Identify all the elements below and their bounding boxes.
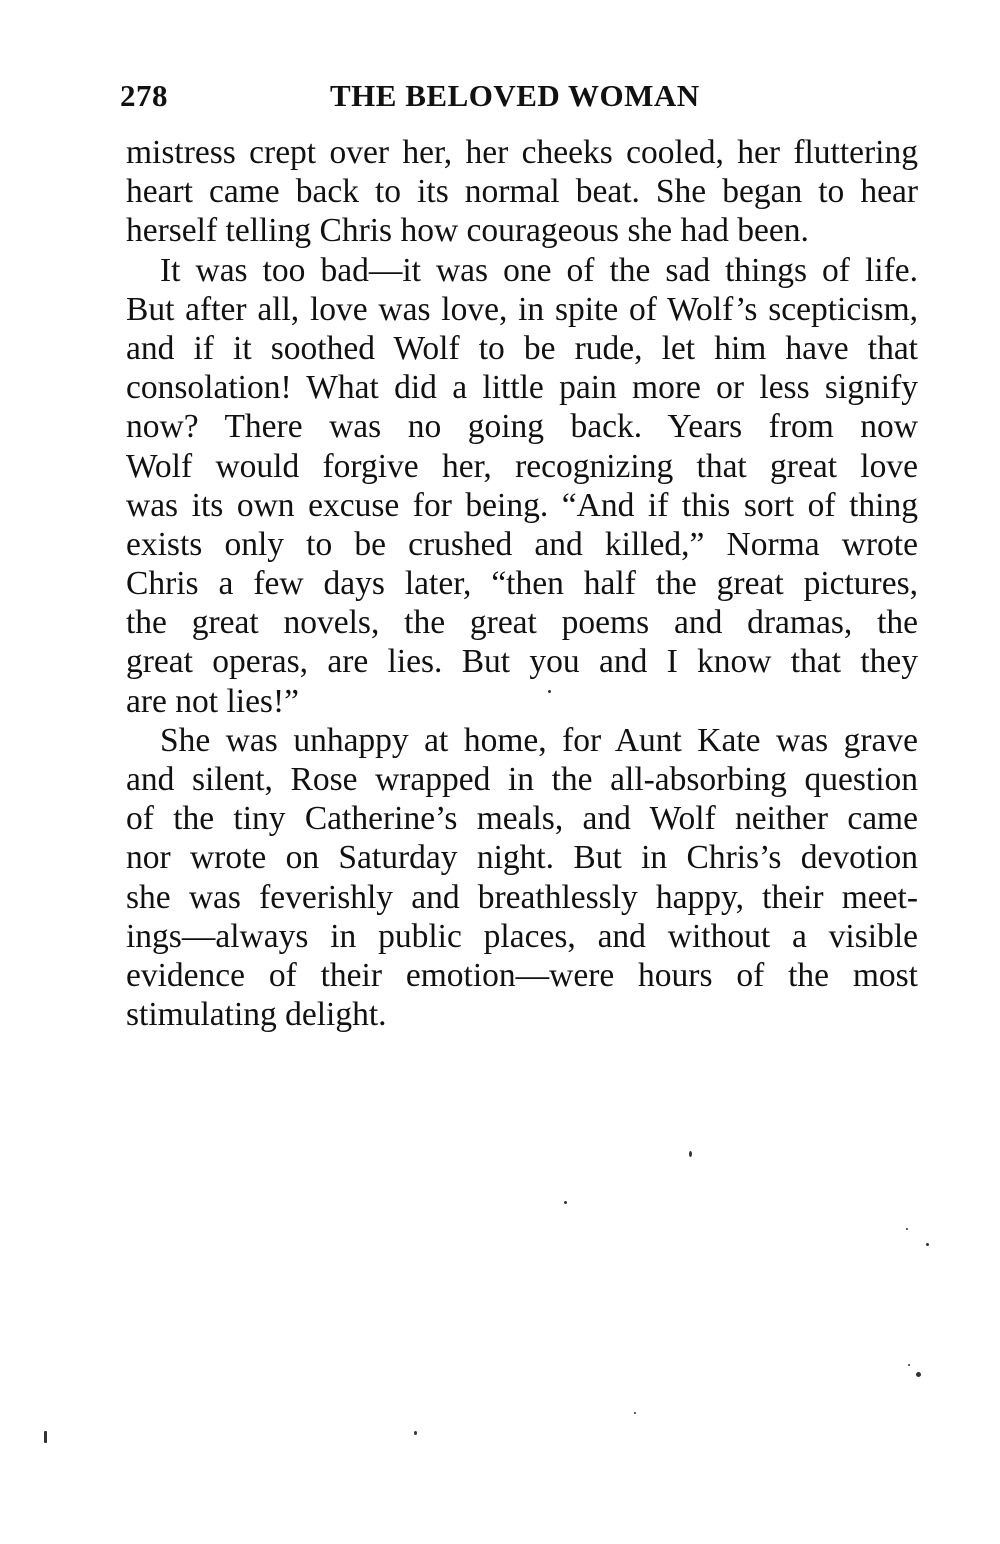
- text-line: stimulating delight.: [126, 996, 387, 1034]
- text-line: consolation! What did a little pain more or less signify: [126, 369, 918, 407]
- scan-speck: [564, 1201, 567, 1204]
- text-line: exists only to be crushed and killed,” Norma wrote: [126, 525, 918, 563]
- text-line: and silent, Rose wrapped in the all-absorbing question: [126, 761, 918, 798]
- text-line: she was feverishly and breathlessly happy, their meet-: [126, 878, 918, 916]
- scan-speck: [414, 1431, 417, 1435]
- text-line: nor wrote on Saturday night. But in Chris’s devotion: [126, 839, 918, 877]
- text-line: of the tiny Catherine’s meals, and Wolf neither came: [126, 800, 918, 838]
- paragraph: [126, 133, 918, 251]
- text-line: She was unhappy at home, for Aunt Kate was grave: [160, 721, 918, 759]
- text-line: It was too bad—it was one of the sad things of life.: [160, 251, 918, 289]
- text-line: Wolf would forgive her, recognizing that great love: [126, 447, 918, 485]
- text-line: was its own excuse for being. “And if this sort of thing: [126, 486, 918, 524]
- text-line: ings—always in public places, and without a visible: [126, 917, 918, 955]
- scan-speck: [916, 1372, 921, 1377]
- scan-speck: [634, 1412, 636, 1414]
- text-line: the great novels, the great poems and dramas, the: [126, 604, 918, 642]
- scan-speck: [926, 1243, 929, 1246]
- scan-speck: [906, 1228, 908, 1230]
- text-line: great operas, are lies. But you and I know that they: [126, 643, 918, 681]
- text-line: are not lies!”: [126, 682, 299, 720]
- scan-speck: [908, 1364, 910, 1366]
- running-head: [120, 78, 920, 118]
- book-title: THE BELOVED WOMAN: [330, 78, 700, 113]
- text-line: and if it soothed Wolf to be rude, let him have that: [126, 329, 918, 367]
- text-line: Chris a few days later, “then half the great pictures,: [126, 565, 918, 603]
- paragraph: [126, 721, 918, 1035]
- text-line: herself telling Chris how courageous she had been.: [126, 212, 809, 250]
- text-line: But after all, love was love, in spite of Wolf’s scepticism,: [126, 290, 918, 328]
- text-line: now? There was no going back. Years from now: [126, 408, 918, 446]
- text-line: mistress crept over her, her cheeks cooled, her fluttering: [126, 134, 918, 171]
- page-number: 278: [120, 78, 168, 113]
- text-line: heart came back to its normal beat. She began to hear: [126, 173, 918, 211]
- scan-speck: [548, 690, 551, 693]
- paragraph: [126, 251, 918, 721]
- scan-speck: [689, 1151, 692, 1157]
- scan-speck: [44, 1431, 47, 1443]
- body-text: [126, 133, 918, 1034]
- text-line: evidence of their emotion—were hours of the most: [126, 956, 918, 994]
